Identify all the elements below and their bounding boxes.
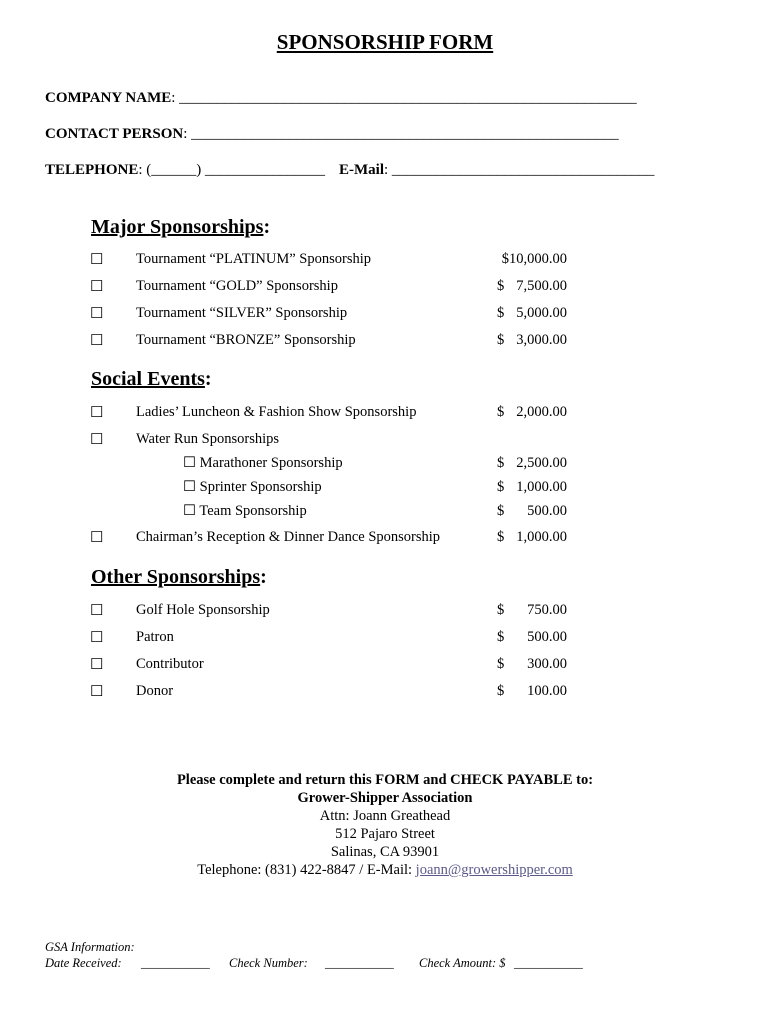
check-number-label: Check Number: bbox=[229, 956, 308, 970]
gsa-info-heading: GSA Information: bbox=[45, 940, 135, 954]
contact-person-label: CONTACT PERSON bbox=[45, 126, 184, 142]
item-gold: Tournament “GOLD” Sponsorship bbox=[136, 278, 338, 294]
other-sponsorships-heading bbox=[91, 566, 267, 589]
amount-value: 300.00 bbox=[527, 656, 567, 672]
checkbox-golf-hole[interactable]: ☐ bbox=[90, 603, 104, 619]
other-heading-colon: : bbox=[260, 566, 267, 588]
amount-value: 1,000.00 bbox=[516, 479, 567, 495]
telephone-label: TELEPHONE bbox=[45, 162, 139, 178]
amount-value: 3,000.00 bbox=[516, 332, 567, 348]
subitem-sprinter[interactable]: ☐ Sprinter Sponsorship bbox=[183, 479, 322, 495]
email-label: E-Mail bbox=[339, 162, 384, 178]
amount-value: 100.00 bbox=[527, 683, 567, 699]
amount-value: 7,500.00 bbox=[516, 278, 567, 294]
dollar-sign: $ bbox=[497, 455, 505, 471]
contact-line bbox=[0, 862, 770, 879]
checkbox-reception[interactable]: ☐ bbox=[90, 530, 104, 546]
dollar-sign: $ bbox=[497, 479, 505, 495]
item-patron: Patron bbox=[136, 629, 174, 645]
telephone-line[interactable]: : (______) ________________ bbox=[138, 162, 326, 178]
item-contributor: Contributor bbox=[136, 656, 204, 672]
check-amount-line[interactable]: ___________ bbox=[514, 956, 583, 970]
major-heading-colon: : bbox=[263, 216, 271, 238]
amount-value: 2,500.00 bbox=[516, 455, 567, 471]
checkbox-water-run[interactable]: ☐ bbox=[90, 432, 104, 448]
major-sponsorships-heading bbox=[91, 216, 270, 239]
amount-value: 500.00 bbox=[527, 629, 567, 645]
dollar-sign: $ bbox=[497, 503, 505, 519]
item-luncheon: Ladies’ Luncheon & Fashion Show Sponsorship bbox=[136, 404, 417, 420]
company-name-line[interactable]: : _____________________________________________________________ bbox=[171, 90, 637, 106]
city-state-zip: Salinas, CA 93901 bbox=[330, 844, 440, 860]
subitem-marathoner[interactable]: ☐ Marathoner Sponsorship bbox=[183, 455, 343, 471]
form-title: SPONSORSHIP FORM bbox=[276, 30, 494, 54]
checkbox-luncheon[interactable]: ☐ bbox=[90, 405, 104, 421]
email-field[interactable] bbox=[339, 162, 654, 179]
telephone-text: Telephone: (831) 422-8847 / E-Mail: bbox=[197, 862, 416, 878]
checkbox-bronze[interactable]: ☐ bbox=[90, 333, 104, 349]
dollar-sign: $ bbox=[497, 656, 505, 672]
dollar-sign: $ bbox=[497, 629, 505, 645]
street-address: 512 Pajaro Street bbox=[335, 826, 435, 842]
subitem-team[interactable]: ☐ Team Sponsorship bbox=[183, 503, 307, 519]
social-events-heading bbox=[91, 368, 212, 391]
email-link[interactable]: joann@growershipper.com bbox=[415, 862, 573, 878]
contact-person-field[interactable] bbox=[45, 126, 619, 143]
amount-value: 1,000.00 bbox=[516, 529, 567, 545]
social-heading-colon: : bbox=[204, 368, 212, 390]
item-donor: Donor bbox=[136, 683, 174, 699]
dollar-sign: $ bbox=[497, 332, 505, 348]
check-number-line[interactable]: ___________ bbox=[325, 956, 394, 970]
amount-value: 750.00 bbox=[527, 602, 567, 618]
amount-value: $10,000.00 bbox=[501, 251, 567, 267]
dollar-sign: $ bbox=[497, 683, 505, 699]
amount-value: 2,000.00 bbox=[516, 404, 567, 420]
checkbox-gold[interactable]: ☐ bbox=[90, 279, 104, 295]
amount-value: 5,000.00 bbox=[516, 305, 567, 321]
item-silver: Tournament “SILVER” Sponsorship bbox=[136, 305, 348, 321]
dollar-sign: $ bbox=[497, 529, 505, 545]
checkbox-patron[interactable]: ☐ bbox=[90, 630, 104, 646]
social-heading-text: Social Events bbox=[91, 368, 205, 390]
return-instructions: Please complete and return this FORM and CHECK PAYABLE to: bbox=[176, 772, 594, 788]
company-name-field[interactable] bbox=[45, 90, 637, 107]
payee-name: Grower-Shipper Association bbox=[297, 790, 473, 806]
contact-person-line[interactable]: : _________________________________________________________ bbox=[183, 126, 619, 142]
date-received-line[interactable]: ___________ bbox=[141, 956, 210, 970]
telephone-field[interactable] bbox=[45, 162, 325, 179]
check-amount-label: Check Amount: $ bbox=[419, 956, 506, 970]
other-heading-text: Other Sponsorships bbox=[91, 566, 261, 588]
company-name-label: COMPANY NAME bbox=[45, 90, 172, 106]
dollar-sign: $ bbox=[497, 602, 505, 618]
item-water-run: Water Run Sponsorships bbox=[136, 431, 280, 447]
dollar-sign: $ bbox=[497, 278, 505, 294]
checkbox-silver[interactable]: ☐ bbox=[90, 306, 104, 322]
attn-line: Attn: Joann Greathead bbox=[319, 808, 451, 824]
date-received-label: Date Received: bbox=[45, 956, 122, 970]
item-bronze: Tournament “BRONZE” Sponsorship bbox=[136, 332, 356, 348]
dollar-sign: $ bbox=[497, 404, 505, 420]
dollar-sign: $ bbox=[497, 305, 505, 321]
checkbox-platinum[interactable]: ☐ bbox=[90, 252, 104, 268]
email-line[interactable]: : ___________________________________ bbox=[384, 162, 655, 178]
checkbox-donor[interactable]: ☐ bbox=[90, 684, 104, 700]
major-heading-text: Major Sponsorships bbox=[91, 216, 264, 238]
checkbox-contributor[interactable]: ☐ bbox=[90, 657, 104, 673]
item-reception: Chairman’s Reception & Dinner Dance Sponsorship bbox=[136, 529, 441, 545]
item-golf-hole: Golf Hole Sponsorship bbox=[136, 602, 270, 618]
amount-value: 500.00 bbox=[527, 503, 567, 519]
item-platinum: Tournament “PLATINUM” Sponsorship bbox=[136, 251, 371, 267]
